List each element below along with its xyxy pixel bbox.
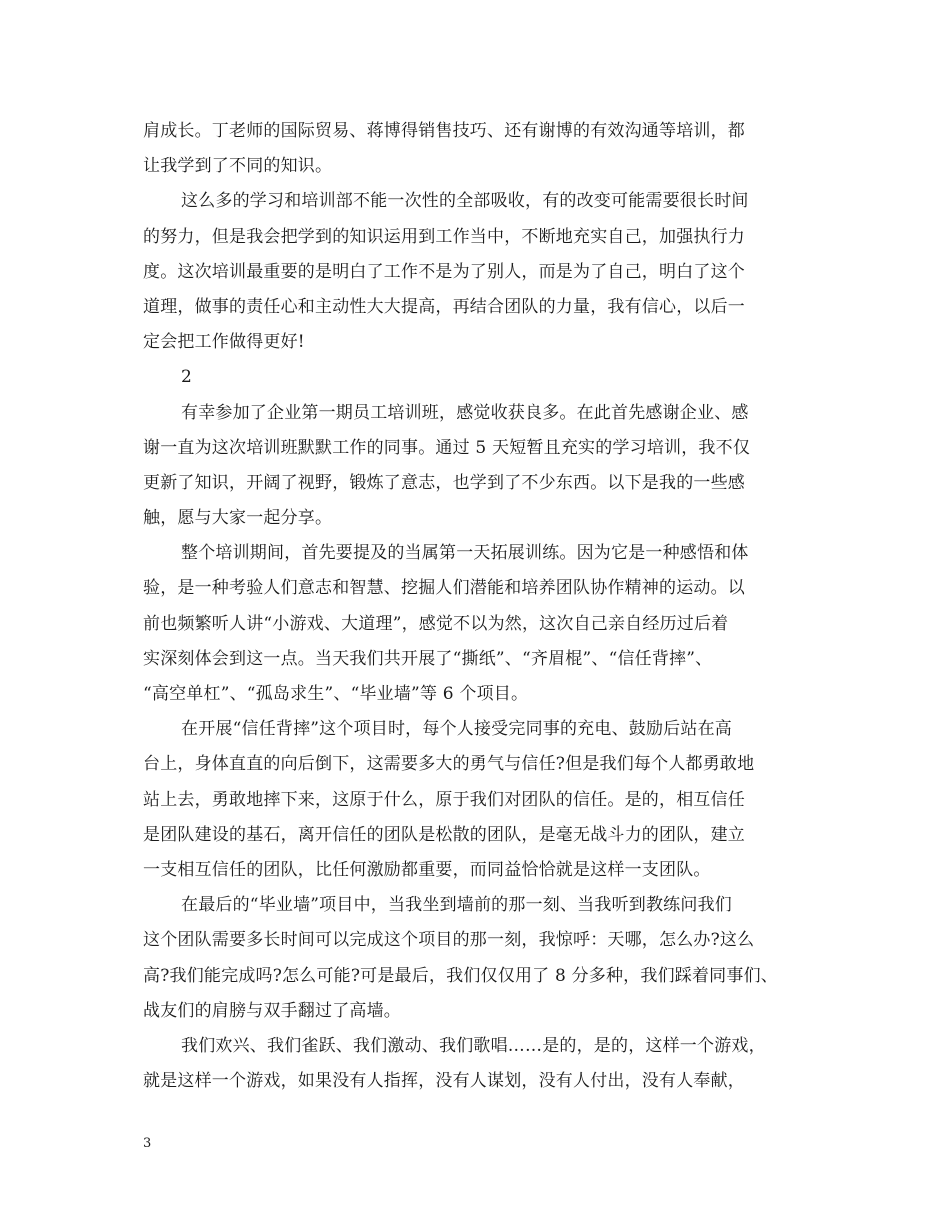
text-line: 验，是一种考验人们意志和智慧、挖掘人们潜能和培养团队协作精神的运动。以 (143, 578, 745, 599)
text-line: 更新了知识，开阔了视野，锻炼了意志，也学到了不少东西。以下是我的一些感 (143, 472, 745, 493)
text-line: 前也频繁听人讲“小游戏、大道理”，感觉不以为然，这次自己亲自经历过后着 (143, 613, 729, 634)
text-line: 站上去，勇敢地摔下来，这原于什么，原于我们对团队的信任。是的，相互信任 (143, 789, 745, 810)
text-line: 台上，身体直直的向后倒下，这需要多大的勇气与信任?但是我们每个人都勇敢地 (143, 754, 755, 775)
text-line: 战友们的肩膀与双手翻过了高墙。 (143, 1000, 401, 1021)
text-line: 这么多的学习和培训部不能一次性的全部吸收，有的改变可能需要很长时间 (181, 191, 749, 212)
body-text (143, 114, 815, 1099)
text-line: 道理，做事的责任心和主动性大大提高，再结合团队的力量，我有信心，以后一 (143, 296, 745, 317)
text-line: 是团队建设的基石，离开信任的团队是松散的团队，是毫无战斗力的团队，建立 (143, 824, 745, 845)
page-number: 3 (143, 1136, 152, 1151)
text-line: 定会把工作做得更好! (143, 332, 305, 353)
text-line: 在最后的“毕业墙”项目中，当我坐到墙前的那一刻、当我听到教练问我们 (181, 895, 732, 916)
text-line: 整个培训期间，首先要提及的当属第一天拓展训练。因为它是一种感悟和体 (181, 543, 749, 564)
text-line: 这个团队需要多长时间可以完成这个项目的那一刻，我惊呼：天哪，怎么办?这么 (143, 930, 755, 951)
text-line: 谢一直为这次培训班默默工作的同事。通过 5 天短暂且充实的学习培训，我不仅 (143, 437, 751, 458)
text-line: 就是这样一个游戏，如果没有人指挥，没有人谋划，没有人付出，没有人奉献， (143, 1071, 745, 1092)
text-line: 让我学到了不同的知识。 (143, 156, 333, 177)
text-line: 高?我们能完成吗?怎么可能?可是最后，我们仅仅用了 8 分多种，我们踩着同事们、 (143, 965, 778, 986)
text-line: 有幸参加了企业第一期员工培训班，感觉收获良多。在此首先感谢企业、感 (181, 402, 749, 423)
text-line: 我们欢兴、我们雀跃、我们激动、我们歌唱……是的，是的，这样一个游戏， (181, 1035, 766, 1056)
text-line: 一支相互信任的团队，比任何激励都重要，而同益恰恰就是这样一支团队。 (143, 859, 711, 880)
text-line: 肩成长。丁老师的国际贸易、蒋博得销售技巧、还有谢博的有效沟通等培训，都 (143, 121, 745, 141)
text-line: 实深刻体会到这一点。当天我们共开展了“撕纸”、“齐眉棍”、“信任背摔”、 (143, 648, 713, 669)
text-line: 在开展“信任背摔”这个项目时，每个人接受完同事的充电、鼓励后站在高 (181, 719, 732, 740)
text-line: 触，愿与大家一起分享。 (143, 508, 333, 529)
text-line: “高空单杠”、“孤岛求生”、“毕业墙”等 6 个项目。 (143, 684, 529, 704)
text-line: 的努力，但是我会把学到的知识运用到工作当中，不断地充实自己，加强执行力 (143, 226, 745, 247)
text-line: 度。这次培训最重要的是明白了工作不是为了别人，而是为了自己，明白了这个 (143, 261, 745, 282)
text-line: 2 (181, 367, 193, 388)
